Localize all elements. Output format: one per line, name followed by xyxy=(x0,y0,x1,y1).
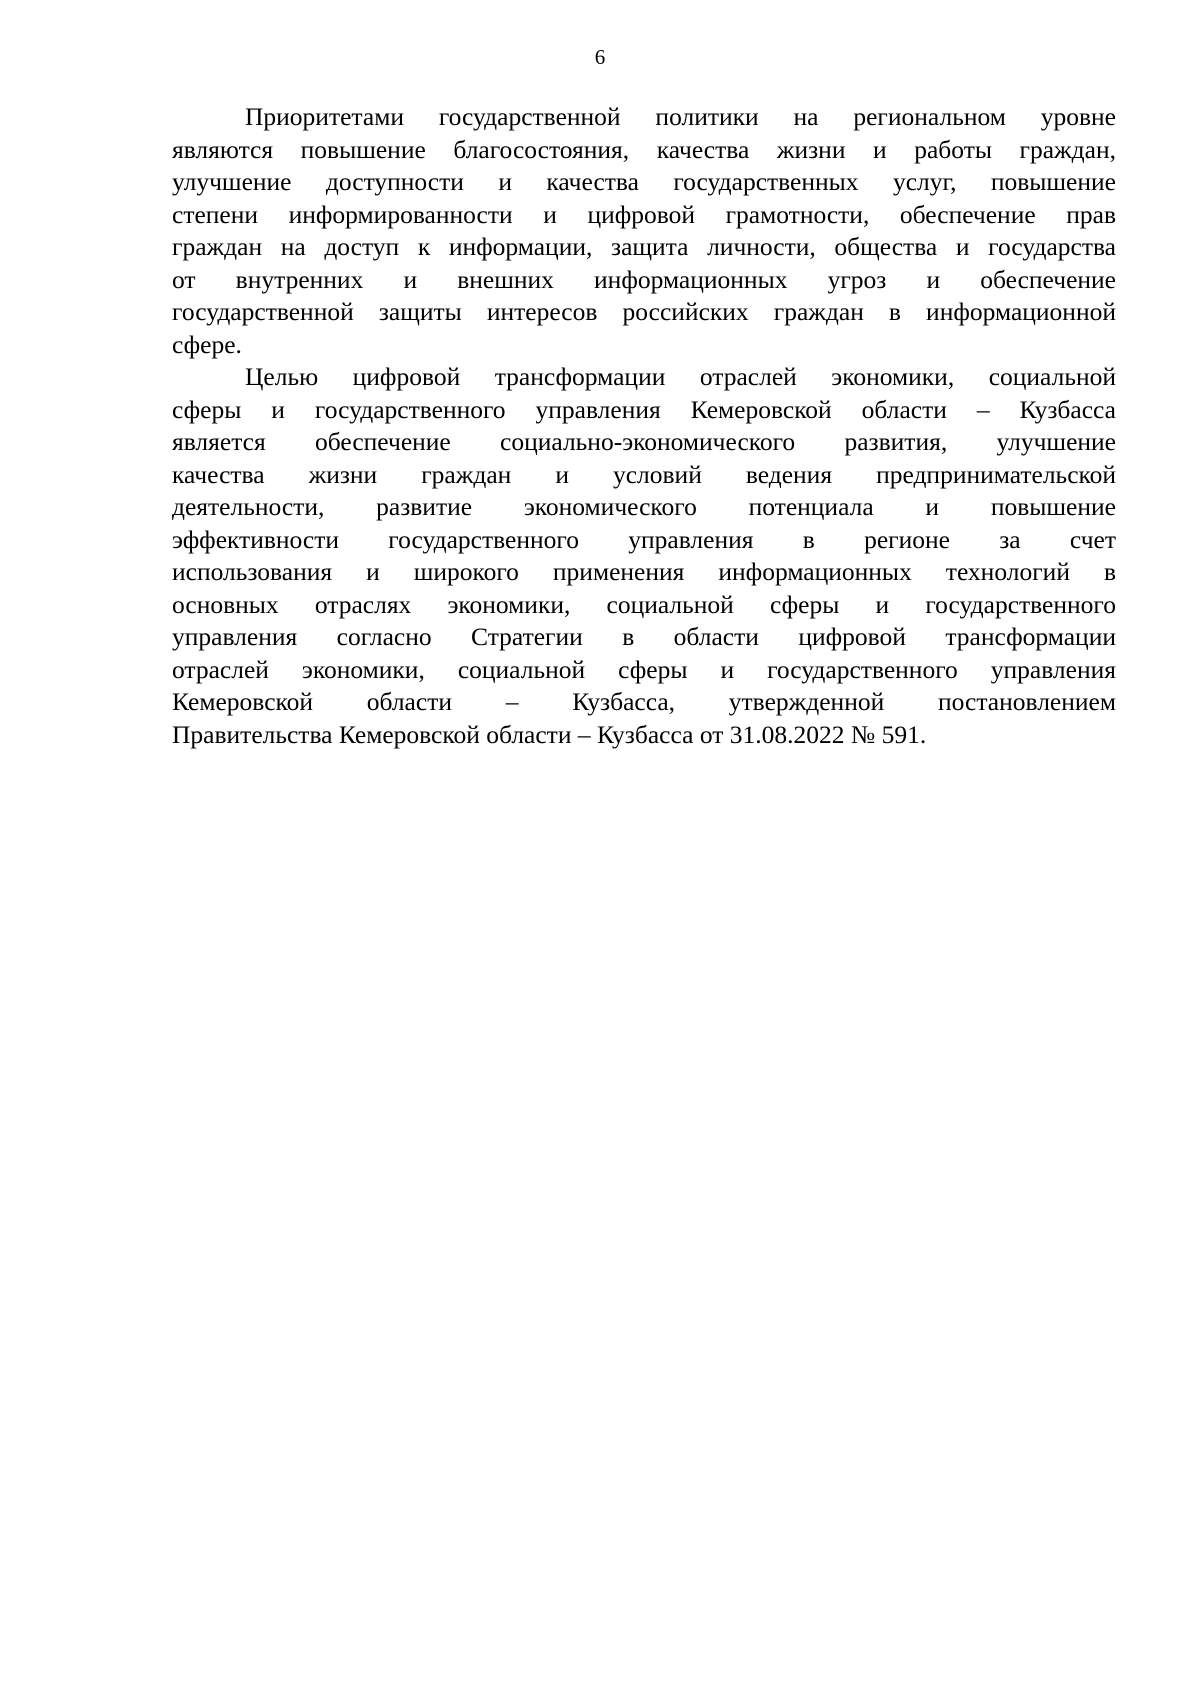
text-line: Кемеровской области – Кузбасса, утвержденной постановлением xyxy=(172,687,1116,716)
text-line: эффективности государственного управления в регионе за счет xyxy=(172,524,1116,554)
text-line: граждан на доступ к информации, защита личности, общества и государства xyxy=(172,232,1116,261)
text-line: деятельности, развитие экономического потенциала и повышение xyxy=(172,492,1116,521)
text-line: являются повышение благосостояния, качества жизни и работы граждан, xyxy=(172,134,1116,164)
text-line: является обеспечение социально-экономического развития, улучшение xyxy=(172,427,1116,456)
text-line: Правительства Кемеровской области – Кузбасса от 31.08.2022 № 591. xyxy=(172,719,927,749)
paragraph-priorities xyxy=(172,101,1116,361)
text-line: сферы и государственного управления Кемеровской области – Кузбасса xyxy=(172,394,1116,424)
text-line: качества жизни граждан и условий ведения предпринимательской xyxy=(172,459,1116,489)
text-line: отраслей экономики, социальной сферы и государственного управления xyxy=(172,654,1116,684)
text-line: от внутренних и внешних информационных угроз и обеспечение xyxy=(172,264,1116,294)
text-line: улучшение доступности и качества государственных услуг, повышение xyxy=(172,167,1116,196)
text-line: степени информированности и цифровой грамотности, обеспечение прав xyxy=(172,199,1116,229)
text-line: использования и широкого применения информационных технологий в xyxy=(172,557,1116,586)
paragraph-goal xyxy=(172,361,1116,751)
text-line: основных отраслях экономики, социальной сферы и государственного xyxy=(172,589,1116,619)
text-line: Целью цифровой трансформации отраслей экономики, социальной xyxy=(245,362,1116,391)
text-line: сфере. xyxy=(172,329,242,359)
text-line: управления согласно Стратегии в области цифровой трансформации xyxy=(172,622,1116,651)
document-body xyxy=(172,101,1116,751)
text-line: государственной защиты интересов российских граждан в информационной xyxy=(172,297,1116,326)
text-line: Приоритетами государственной политики на региональном уровне xyxy=(245,102,1116,131)
page-number: 6 xyxy=(594,45,606,69)
